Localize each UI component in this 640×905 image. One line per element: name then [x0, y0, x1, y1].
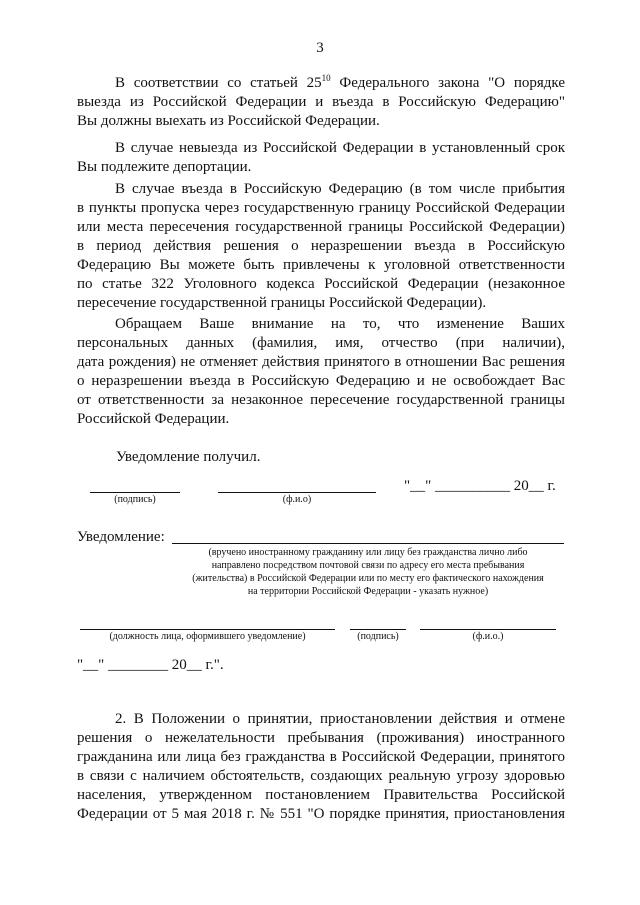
text-line: или места пересечения государственной границы Российской Федерации): [77, 219, 565, 235]
officer-date: "__" ________ 20__ г.".: [77, 657, 224, 673]
caption-officer-fio: (ф.и.о.): [472, 631, 504, 642]
position-line[interactable]: [80, 629, 335, 630]
notice-label: Уведомление:: [77, 529, 165, 545]
instruction-line: направлено посредством почтовой связи по адресу его места пребывания: [211, 560, 525, 571]
instruction-line: на территории Российской Федерации - указать нужное): [247, 586, 489, 597]
text-line: выезда из Российской Федерации и въезда в Российскую Федерацию": [77, 94, 565, 110]
text-line: Российской Федерации.: [77, 411, 230, 427]
text-line: о неразрешении въезда в Российскую Федерацию и не освобождает Вас: [77, 373, 565, 389]
text-line: в пункты пропуска через государственную границу Российской Федерации: [77, 200, 565, 216]
notice-instructions: [172, 546, 564, 598]
officer-fio-line[interactable]: [420, 629, 556, 630]
paragraph-personal-data: [77, 315, 565, 429]
paragraph-deportation-law: [77, 74, 565, 131]
signature-line[interactable]: [90, 492, 180, 493]
instruction-line: (жительства) в Российской Федерации или по месту его фактического нахождения: [192, 573, 544, 584]
text-line: Обращаем Ваше внимание на то, что изменение Ваших: [115, 316, 565, 332]
text-line: по статье 322 Уголовного кодекса Российской Федерации (незаконное: [77, 276, 565, 292]
text-line: Вы подлежите депортации.: [77, 159, 252, 175]
text-line: в связи с наличием обстоятельств, создающих реальную угрозу здоровью: [77, 768, 565, 784]
instruction-line: (вручено иностранному гражданину или лицу без гражданства лично либо: [208, 547, 528, 558]
paragraph-non-departure: [77, 139, 565, 177]
caption-fio: (ф.и.о): [282, 494, 312, 505]
text-line: населения, утвержденном постановлением Правительства Российской: [77, 787, 565, 803]
text-line: дата рождения) не отменяет действия принятого в отношении Вас решения: [77, 354, 565, 370]
text-line: гражданина или лица без гражданства в Российской Федерации, принятого: [77, 749, 565, 765]
caption-position: (должность лица, оформившего уведомление): [109, 631, 306, 642]
text-line: в период действия решения о неразрешении въезда в Российскую: [77, 238, 565, 254]
officer-signature-line[interactable]: [350, 629, 406, 630]
text-line: от ответственности за незаконное пересечение государственной границы: [77, 392, 565, 408]
text-line: решения о нежелательности пребывания (проживания) иностранного: [77, 730, 565, 746]
receipt-label: Уведомление получил.: [116, 449, 261, 465]
text-line: персональных данных (фамилия, имя, отчество (при наличии),: [77, 335, 565, 351]
paragraph-entry-liability: [77, 180, 565, 313]
caption-officer-signature: (подпись): [357, 631, 399, 642]
text-line: В случае въезда в Российскую Федерацию (в том числе прибытия: [115, 181, 565, 197]
text-line: Вы должны выехать из Российской Федерации.: [77, 113, 380, 129]
text-line: В случае невыезда из Российской Федерации в установленный срок: [115, 140, 565, 156]
receipt-date: "__" __________ 20__ г.: [404, 478, 556, 494]
caption-signature: (подпись): [114, 494, 156, 505]
page-number: 3: [316, 40, 324, 56]
notice-line[interactable]: [172, 543, 564, 544]
text-line: пересечение государственной границы Российской Федерации).: [77, 295, 487, 311]
text-line: 2. В Положении о принятии, приостановлении действия и отмене: [115, 711, 565, 727]
fio-line[interactable]: [218, 492, 376, 493]
text-line: Федерацию Вы можете быть привлечены к уголовной ответственности: [77, 257, 565, 273]
section-2-paragraph: [77, 710, 565, 824]
text-line: В соответствии со статьей $25^{10}$ Федерального закона "О порядке: [115, 73, 566, 91]
text-line: Федерации от 5 мая 2018 г. № 551 "О порядке принятия, приостановления: [77, 806, 565, 822]
